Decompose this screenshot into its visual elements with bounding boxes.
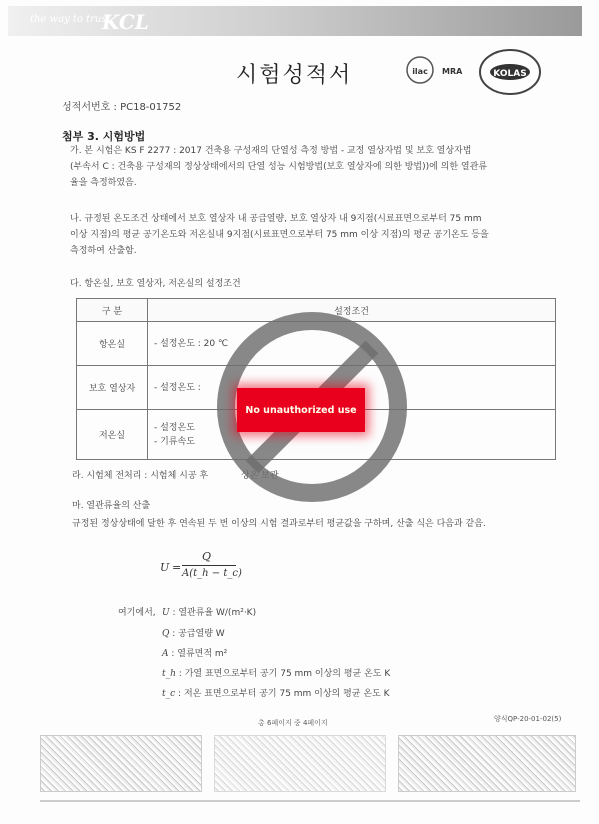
legend-text: : 저온 표면으로부터 공기 75 mm 이상의 평균 온도 K (178, 689, 390, 699)
condition-line: - 설정온도 (154, 422, 195, 433)
page-info: 총 6페이지 중 4페이지 (258, 719, 328, 727)
svg-text:KOLAS: KOLAS (493, 69, 527, 79)
paragraph-ga (70, 143, 570, 191)
paragraph-ga-line: 율을 측정하였음. (70, 178, 137, 188)
paragraph-ma: 마. 열관류율의 산출 (72, 501, 151, 511)
table-header-conditions: 설정조건 (148, 299, 556, 322)
legend-item (162, 686, 390, 699)
legend-text: : 공급열량 W (172, 629, 225, 639)
security-pattern-strip (214, 735, 386, 792)
unauthorized-use-banner: No unauthorized use (237, 388, 365, 432)
brand-logo: KCL (102, 10, 149, 34)
svg-text:ilac: ilac (412, 67, 428, 76)
formula-fraction-bar (182, 565, 236, 566)
certificate-number (62, 98, 181, 113)
condition-line: - 설정온도 : (154, 382, 201, 393)
section-title: 첨부 3. 시험방법 (62, 130, 146, 143)
security-pattern-strip (40, 735, 202, 792)
legend-symbol: U (162, 608, 170, 618)
header-tagline: the way to trust (30, 14, 111, 25)
legend-item (162, 646, 227, 659)
certificate-number-label: 성적서번호 (62, 102, 111, 113)
form-number: 양식QP-20-01-02(5) (494, 715, 562, 723)
legend-symbol: Q (162, 629, 170, 639)
security-pattern-strip (398, 735, 576, 792)
condition-line: - 설정온도 : 20 ℃ (154, 338, 229, 349)
formula (160, 550, 290, 590)
formula-lhs: U (160, 561, 170, 574)
condition-line: - 기류속도 (154, 436, 195, 447)
paragraph-ga-line: 가. 본 시험은 KS F 2277 : 2017 건축용 구성재의 단열성 측정 방법 - 교정 열상자법 및 보호 열상자법 (70, 146, 472, 156)
paragraph-ma-body: 규정된 정상상태에 달한 후 연속된 두 번 이상의 시험 결과로부터 평균값을 구하며, 산출 식은 다음과 같음. (72, 519, 486, 529)
certificate-number-value: PC18-01752 (120, 102, 182, 113)
legend-text: : 열류면적 m² (171, 649, 228, 659)
table-cell-category: 저온실 (77, 410, 148, 460)
paragraph-na-line: 나. 규정된 온도조건 상태에서 보호 열상자 내 공급열량, 보호 열상자 내 9지점(시료표면으로부터 75 mm (70, 214, 482, 224)
certificate-number-sep: : (113, 102, 121, 113)
paragraph-ra-tail: 상온 보관 (240, 471, 279, 481)
table-cell-category: 항온실 (77, 322, 148, 366)
legend-text: : 열관류율 W/(m²·K) (172, 608, 257, 618)
svg-text:MRA: MRA (442, 67, 463, 76)
paragraph-na-line: 이상 지점)의 평균 공기온도와 저온실내 9지점(시료표면으로부터 75 mm 이상 지점)의 평균 공기온도 등을 (70, 230, 489, 240)
kolas-logo (480, 50, 540, 94)
formula-equals: = (172, 561, 182, 574)
bottom-divider (40, 800, 580, 802)
table-header-category: 구 분 (77, 299, 148, 322)
legend-item (162, 666, 390, 679)
table-cell-category: 보호 열상자 (77, 366, 148, 410)
legend-symbol: t_c (162, 689, 176, 699)
accreditation-logos (404, 48, 544, 98)
formula-denominator: A(t_h − t_c) (182, 568, 242, 579)
legend-item (162, 605, 256, 618)
paragraph-ga-line: (부속서 C : 건축용 구성재의 정상상태에서의 단열 성능 시험방법(보호 열상자에 의한 방법))에 의한 열관류 (70, 162, 488, 172)
paragraph-da: 다. 항온실, 보호 열상자, 저온실의 설정조건 (70, 279, 241, 289)
legend-symbol: A (162, 649, 169, 659)
legend-intro: 여기에서, (118, 608, 156, 618)
paragraph-ra-text: 라. 시험체 전처리 : 시험체 시공 후 (72, 471, 209, 481)
formula-numerator: Q (202, 550, 212, 563)
legend-item (162, 626, 225, 639)
document-title: 시험성적서 (236, 63, 353, 88)
legend-symbol: t_h (162, 669, 176, 679)
ilac-mra-logo (407, 57, 463, 83)
legend-text: : 가열 표면으로부터 공기 75 mm 이상의 평균 온도 K (178, 669, 391, 679)
paragraph-na-line: 측정하여 산출함. (70, 246, 137, 256)
paragraph-na (70, 211, 570, 259)
